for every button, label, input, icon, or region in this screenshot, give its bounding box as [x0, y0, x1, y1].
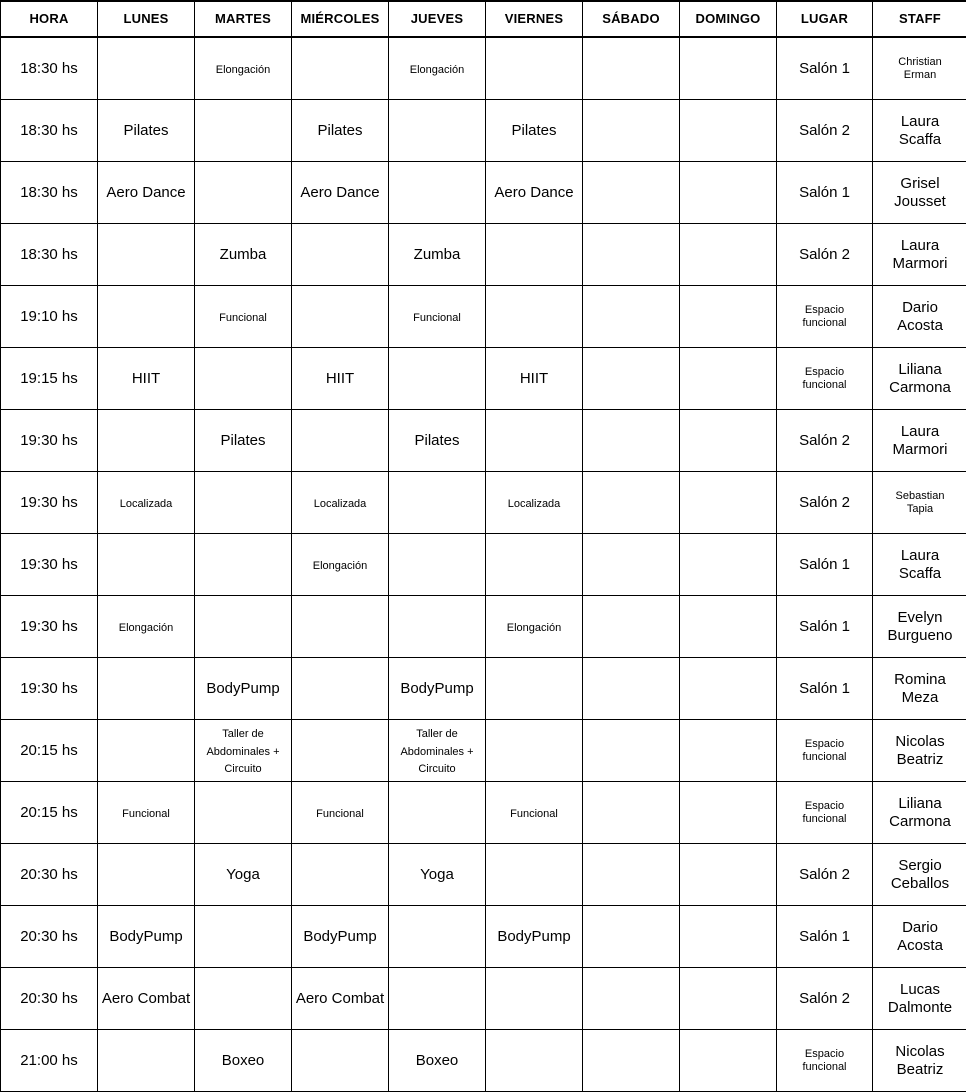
cell-martes — [195, 472, 292, 534]
cell-lunes — [98, 906, 195, 968]
staff-line: Carmona — [876, 813, 964, 831]
cell-jueves — [389, 968, 486, 1030]
cell-staff — [873, 162, 966, 224]
class-name: Aero Dance — [494, 184, 573, 201]
cell-staff — [873, 1030, 966, 1092]
cell-lunes — [98, 286, 195, 348]
cell-viernes — [486, 658, 583, 720]
cell-martes — [195, 534, 292, 596]
staff-line: Laura — [876, 237, 964, 255]
lugar-line: Salón 2 — [780, 866, 869, 884]
cell-hora: 19:30 hs — [1, 658, 98, 720]
class-name: Pilates — [511, 122, 556, 139]
cell-miercoles — [292, 534, 389, 596]
lugar-line: funcional — [780, 379, 869, 392]
cell-lunes — [98, 162, 195, 224]
cell-jueves — [389, 906, 486, 968]
class-name: BodyPump — [206, 680, 279, 697]
cell-sabado — [583, 224, 680, 286]
cell-lugar — [777, 100, 873, 162]
table-row — [1, 906, 966, 968]
cell-martes — [195, 286, 292, 348]
class-name: Funcional — [413, 312, 461, 324]
cell-hora: 18:30 hs — [1, 100, 98, 162]
cell-viernes — [486, 1030, 583, 1092]
class-name: Elongación — [507, 622, 561, 634]
cell-lugar — [777, 596, 873, 658]
staff-line: Erman — [876, 69, 964, 82]
lugar-line: Salón 1 — [780, 184, 869, 202]
class-name: Yoga — [420, 866, 454, 883]
cell-domingo — [680, 162, 777, 224]
cell-domingo — [680, 906, 777, 968]
cell-jueves — [389, 348, 486, 410]
cell-hora: 20:15 hs — [1, 720, 98, 782]
cell-lunes — [98, 534, 195, 596]
staff-line: Burgueno — [876, 627, 964, 645]
cell-martes — [195, 410, 292, 472]
cell-miercoles — [292, 720, 389, 782]
staff-line: Marmori — [876, 255, 964, 273]
lugar-line: Salón 1 — [780, 928, 869, 946]
cell-lunes — [98, 844, 195, 906]
cell-domingo — [680, 100, 777, 162]
column-header-domingo: DOMINGO — [680, 1, 777, 37]
cell-lugar — [777, 162, 873, 224]
cell-miercoles — [292, 968, 389, 1030]
cell-viernes — [486, 968, 583, 1030]
class-name: Pilates — [414, 432, 459, 449]
cell-lunes — [98, 472, 195, 534]
cell-sabado — [583, 596, 680, 658]
cell-lunes — [98, 782, 195, 844]
staff-line: Christian — [876, 56, 964, 69]
staff-line: Meza — [876, 689, 964, 707]
staff-line: Marmori — [876, 441, 964, 459]
table-row — [1, 162, 966, 224]
table-row — [1, 596, 966, 658]
cell-viernes — [486, 906, 583, 968]
class-name: Elongación — [410, 64, 464, 76]
lugar-line: Salón 1 — [780, 556, 869, 574]
table-row — [1, 472, 966, 534]
class-name: Aero Dance — [106, 184, 185, 201]
cell-hora: 19:30 hs — [1, 472, 98, 534]
table-row — [1, 410, 966, 472]
cell-hora: 20:30 hs — [1, 968, 98, 1030]
lugar-line: Salón 2 — [780, 246, 869, 264]
class-name: Elongación — [119, 622, 173, 634]
class-name: BodyPump — [109, 928, 182, 945]
class-name: Funcional — [316, 808, 364, 820]
class-name: Boxeo — [416, 1052, 459, 1069]
class-name: Aero Combat — [296, 990, 384, 1007]
class-name: Funcional — [122, 808, 170, 820]
cell-jueves — [389, 844, 486, 906]
cell-lunes — [98, 37, 195, 100]
class-name: BodyPump — [400, 680, 473, 697]
cell-martes — [195, 224, 292, 286]
cell-viernes — [486, 844, 583, 906]
class-name: BodyPump — [303, 928, 376, 945]
staff-line: Grisel — [876, 175, 964, 193]
cell-domingo — [680, 410, 777, 472]
table-row — [1, 348, 966, 410]
cell-jueves — [389, 162, 486, 224]
cell-miercoles — [292, 286, 389, 348]
cell-lugar — [777, 286, 873, 348]
column-header-staff: STAFF — [873, 1, 966, 37]
cell-hora: 20:30 hs — [1, 906, 98, 968]
cell-lunes — [98, 224, 195, 286]
cell-jueves — [389, 720, 486, 782]
staff-line: Nicolas — [876, 733, 964, 751]
cell-jueves — [389, 782, 486, 844]
cell-sabado — [583, 906, 680, 968]
cell-staff — [873, 782, 966, 844]
cell-staff — [873, 286, 966, 348]
cell-sabado — [583, 658, 680, 720]
cell-lugar — [777, 534, 873, 596]
cell-martes — [195, 658, 292, 720]
class-name: Pilates — [317, 122, 362, 139]
cell-lugar — [777, 720, 873, 782]
lugar-line: Espacio — [780, 366, 869, 379]
class-name: Pilates — [220, 432, 265, 449]
cell-jueves — [389, 286, 486, 348]
column-header-lunes: LUNES — [98, 1, 195, 37]
table-row — [1, 844, 966, 906]
cell-martes — [195, 782, 292, 844]
lugar-line: Salón 2 — [780, 990, 869, 1008]
column-header-miercoles: MIÉRCOLES — [292, 1, 389, 37]
class-name: Localizada — [508, 498, 561, 510]
cell-lunes — [98, 348, 195, 410]
cell-sabado — [583, 1030, 680, 1092]
cell-hora: 20:15 hs — [1, 782, 98, 844]
lugar-line: Espacio — [780, 304, 869, 317]
cell-viernes — [486, 720, 583, 782]
staff-line: Evelyn — [876, 609, 964, 627]
column-header-jueves: JUEVES — [389, 1, 486, 37]
cell-miercoles — [292, 162, 389, 224]
table-row — [1, 100, 966, 162]
staff-line: Laura — [876, 423, 964, 441]
cell-sabado — [583, 844, 680, 906]
cell-miercoles — [292, 906, 389, 968]
cell-domingo — [680, 596, 777, 658]
cell-jueves — [389, 37, 486, 100]
staff-line: Tapia — [876, 503, 964, 516]
cell-sabado — [583, 968, 680, 1030]
staff-line: Acosta — [876, 937, 964, 955]
cell-miercoles — [292, 782, 389, 844]
class-name: Funcional — [219, 312, 267, 324]
class-name: BodyPump — [497, 928, 570, 945]
staff-line: Ceballos — [876, 875, 964, 893]
cell-domingo — [680, 472, 777, 534]
class-name: Zumba — [414, 246, 461, 263]
cell-lugar — [777, 472, 873, 534]
cell-martes — [195, 1030, 292, 1092]
cell-staff — [873, 410, 966, 472]
cell-sabado — [583, 534, 680, 596]
class-name: Taller de Abdominales + Circuito — [206, 728, 279, 775]
class-name: Zumba — [220, 246, 267, 263]
cell-lugar — [777, 224, 873, 286]
cell-lugar — [777, 658, 873, 720]
cell-lunes — [98, 596, 195, 658]
staff-line: Liliana — [876, 361, 964, 379]
cell-hora: 20:30 hs — [1, 844, 98, 906]
cell-staff — [873, 720, 966, 782]
cell-hora: 19:30 hs — [1, 410, 98, 472]
cell-lugar — [777, 782, 873, 844]
lugar-line: Espacio — [780, 738, 869, 751]
cell-hora: 19:10 hs — [1, 286, 98, 348]
table-row — [1, 286, 966, 348]
cell-viernes — [486, 37, 583, 100]
staff-line: Dario — [876, 299, 964, 317]
cell-domingo — [680, 968, 777, 1030]
staff-line: Nicolas — [876, 1043, 964, 1061]
cell-staff — [873, 596, 966, 658]
cell-hora: 18:30 hs — [1, 37, 98, 100]
staff-line: Dario — [876, 919, 964, 937]
cell-viernes — [486, 348, 583, 410]
cell-lunes — [98, 410, 195, 472]
cell-lunes — [98, 720, 195, 782]
cell-hora: 19:30 hs — [1, 596, 98, 658]
table-row — [1, 968, 966, 1030]
class-name: Yoga — [226, 866, 260, 883]
cell-lunes — [98, 1030, 195, 1092]
cell-domingo — [680, 348, 777, 410]
cell-hora: 19:15 hs — [1, 348, 98, 410]
table-row — [1, 1030, 966, 1092]
cell-miercoles — [292, 472, 389, 534]
cell-lugar — [777, 906, 873, 968]
table-row — [1, 782, 966, 844]
cell-jueves — [389, 224, 486, 286]
cell-miercoles — [292, 844, 389, 906]
cell-miercoles — [292, 1030, 389, 1092]
cell-sabado — [583, 720, 680, 782]
cell-miercoles — [292, 658, 389, 720]
staff-line: Scaffa — [876, 565, 964, 583]
cell-domingo — [680, 658, 777, 720]
cell-martes — [195, 348, 292, 410]
cell-miercoles — [292, 348, 389, 410]
cell-sabado — [583, 782, 680, 844]
cell-viernes — [486, 100, 583, 162]
table-row — [1, 658, 966, 720]
cell-staff — [873, 348, 966, 410]
cell-staff — [873, 37, 966, 100]
table-row — [1, 720, 966, 782]
cell-lunes — [98, 100, 195, 162]
cell-jueves — [389, 1030, 486, 1092]
cell-martes — [195, 37, 292, 100]
cell-viernes — [486, 472, 583, 534]
staff-line: Liliana — [876, 795, 964, 813]
staff-line: Scaffa — [876, 131, 964, 149]
cell-martes — [195, 844, 292, 906]
class-name: HIIT — [520, 370, 548, 387]
cell-miercoles — [292, 596, 389, 658]
staff-line: Laura — [876, 547, 964, 565]
staff-line: Laura — [876, 113, 964, 131]
cell-viernes — [486, 224, 583, 286]
lugar-line: funcional — [780, 317, 869, 330]
table-row — [1, 224, 966, 286]
cell-sabado — [583, 162, 680, 224]
cell-jueves — [389, 596, 486, 658]
class-name: Aero Combat — [102, 990, 190, 1007]
cell-lugar — [777, 348, 873, 410]
cell-viernes — [486, 534, 583, 596]
cell-staff — [873, 658, 966, 720]
cell-domingo — [680, 534, 777, 596]
staff-line: Dalmonte — [876, 999, 964, 1017]
cell-viernes — [486, 162, 583, 224]
cell-staff — [873, 224, 966, 286]
table-row — [1, 37, 966, 100]
cell-hora: 19:30 hs — [1, 534, 98, 596]
cell-lugar — [777, 37, 873, 100]
class-name: Localizada — [314, 498, 367, 510]
cell-staff — [873, 844, 966, 906]
column-header-lugar: LUGAR — [777, 1, 873, 37]
cell-miercoles — [292, 224, 389, 286]
class-name: Aero Dance — [300, 184, 379, 201]
lugar-line: Salón 1 — [780, 60, 869, 78]
cell-staff — [873, 100, 966, 162]
staff-line: Lucas — [876, 981, 964, 999]
cell-miercoles — [292, 37, 389, 100]
class-name: Taller de Abdominales + Circuito — [400, 728, 473, 775]
cell-sabado — [583, 472, 680, 534]
cell-domingo — [680, 1030, 777, 1092]
column-header-viernes: VIERNES — [486, 1, 583, 37]
header-row — [1, 1, 966, 37]
class-name: Boxeo — [222, 1052, 265, 1069]
cell-sabado — [583, 100, 680, 162]
column-header-hora: HORA — [1, 1, 98, 37]
cell-sabado — [583, 348, 680, 410]
cell-hora: 18:30 hs — [1, 224, 98, 286]
class-name: HIIT — [326, 370, 354, 387]
cell-staff — [873, 534, 966, 596]
lugar-line: Salón 2 — [780, 432, 869, 450]
cell-domingo — [680, 720, 777, 782]
cell-viernes — [486, 596, 583, 658]
cell-lugar — [777, 844, 873, 906]
cell-viernes — [486, 410, 583, 472]
cell-viernes — [486, 782, 583, 844]
staff-line: Beatriz — [876, 751, 964, 769]
staff-line: Acosta — [876, 317, 964, 335]
cell-domingo — [680, 782, 777, 844]
class-name: Localizada — [120, 498, 173, 510]
lugar-line: Salón 2 — [780, 494, 869, 512]
cell-martes — [195, 596, 292, 658]
cell-domingo — [680, 37, 777, 100]
lugar-line: Salón 1 — [780, 680, 869, 698]
class-name: HIIT — [132, 370, 160, 387]
cell-lugar — [777, 1030, 873, 1092]
cell-staff — [873, 472, 966, 534]
lugar-line: funcional — [780, 751, 869, 764]
table-row — [1, 534, 966, 596]
cell-sabado — [583, 37, 680, 100]
cell-lugar — [777, 410, 873, 472]
cell-jueves — [389, 658, 486, 720]
class-name: Pilates — [123, 122, 168, 139]
column-header-sabado: SÁBADO — [583, 1, 680, 37]
staff-line: Sebastian — [876, 490, 964, 503]
table-header — [1, 1, 966, 37]
cell-jueves — [389, 410, 486, 472]
cell-miercoles — [292, 410, 389, 472]
cell-jueves — [389, 100, 486, 162]
cell-sabado — [583, 286, 680, 348]
cell-jueves — [389, 534, 486, 596]
class-name: Elongación — [216, 64, 270, 76]
cell-viernes — [486, 286, 583, 348]
cell-miercoles — [292, 100, 389, 162]
cell-domingo — [680, 224, 777, 286]
cell-domingo — [680, 286, 777, 348]
table-body — [1, 37, 966, 1092]
cell-martes — [195, 100, 292, 162]
staff-line: Romina — [876, 671, 964, 689]
lugar-line: Salón 2 — [780, 122, 869, 140]
cell-martes — [195, 968, 292, 1030]
cell-sabado — [583, 410, 680, 472]
lugar-line: funcional — [780, 1061, 869, 1074]
staff-line: Jousset — [876, 193, 964, 211]
lugar-line: Espacio — [780, 1048, 869, 1061]
cell-martes — [195, 162, 292, 224]
staff-line: Carmona — [876, 379, 964, 397]
lugar-line: Espacio — [780, 800, 869, 813]
staff-line: Beatriz — [876, 1061, 964, 1079]
cell-martes — [195, 720, 292, 782]
column-header-martes: MARTES — [195, 1, 292, 37]
cell-martes — [195, 906, 292, 968]
class-name: Elongación — [313, 560, 367, 572]
cell-staff — [873, 906, 966, 968]
cell-staff — [873, 968, 966, 1030]
cell-hora: 18:30 hs — [1, 162, 98, 224]
lugar-line: funcional — [780, 813, 869, 826]
cell-domingo — [680, 844, 777, 906]
staff-line: Sergio — [876, 857, 964, 875]
cell-lunes — [98, 658, 195, 720]
cell-lunes — [98, 968, 195, 1030]
cell-lugar — [777, 968, 873, 1030]
cell-hora: 21:00 hs — [1, 1030, 98, 1092]
class-name: Funcional — [510, 808, 558, 820]
cell-jueves — [389, 472, 486, 534]
lugar-line: Salón 1 — [780, 618, 869, 636]
